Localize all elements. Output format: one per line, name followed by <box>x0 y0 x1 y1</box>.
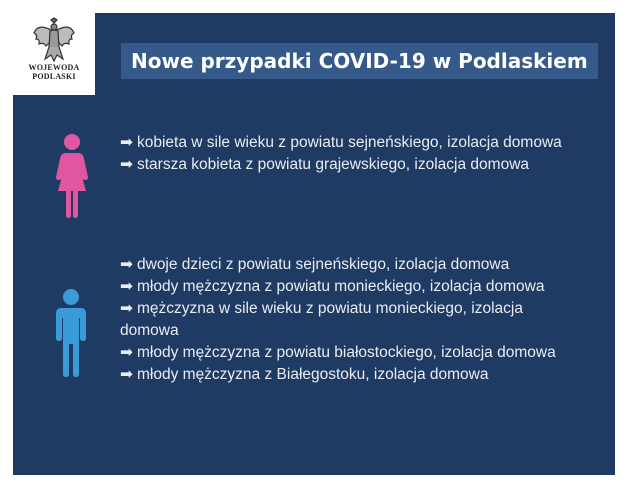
list-item: ➡ młody mężczyzna z powiatu monieckiego, izolacja domowa <box>120 278 545 295</box>
logo-line-1: WOJEWODA <box>28 63 80 72</box>
infographic-card <box>13 13 615 475</box>
eagle-emblem-icon <box>32 17 76 63</box>
arrow-icon: ➡ <box>120 256 133 273</box>
page-title: Nowe przypadki COVID-19 w Podlaskiem <box>131 49 588 73</box>
women-list <box>120 132 580 176</box>
logo <box>13 13 95 95</box>
list-item: ➡ mężczyzna w sile wieku z powiatu monieckiego, izolacja domowa <box>120 300 523 339</box>
list-item: ➡ młody mężczyzna z powiatu białostockiego, izolacja domowa <box>120 344 556 361</box>
title-bar <box>121 43 598 79</box>
logo-line-2: PODLASKI <box>32 72 76 81</box>
male-figure-icon <box>51 288 91 378</box>
list-item: ➡ młody mężczyzna z Białegostoku, izolacja domowa <box>120 366 489 383</box>
female-figure-icon <box>50 133 94 219</box>
arrow-icon: ➡ <box>120 156 133 173</box>
arrow-icon: ➡ <box>120 344 133 361</box>
men-list <box>120 254 580 386</box>
arrow-icon: ➡ <box>120 134 133 151</box>
arrow-icon: ➡ <box>120 300 133 317</box>
arrow-icon: ➡ <box>120 278 133 295</box>
arrow-icon: ➡ <box>120 366 133 383</box>
list-item: ➡ starsza kobieta z powiatu grajewskiego, izolacja domowa <box>120 156 530 173</box>
list-item: ➡ kobieta w sile wieku z powiatu sejneńskiego, izolacja domowa <box>120 134 562 151</box>
list-item: ➡ dwoje dzieci z powiatu sejneńskiego, izolacja domowa <box>120 256 510 273</box>
